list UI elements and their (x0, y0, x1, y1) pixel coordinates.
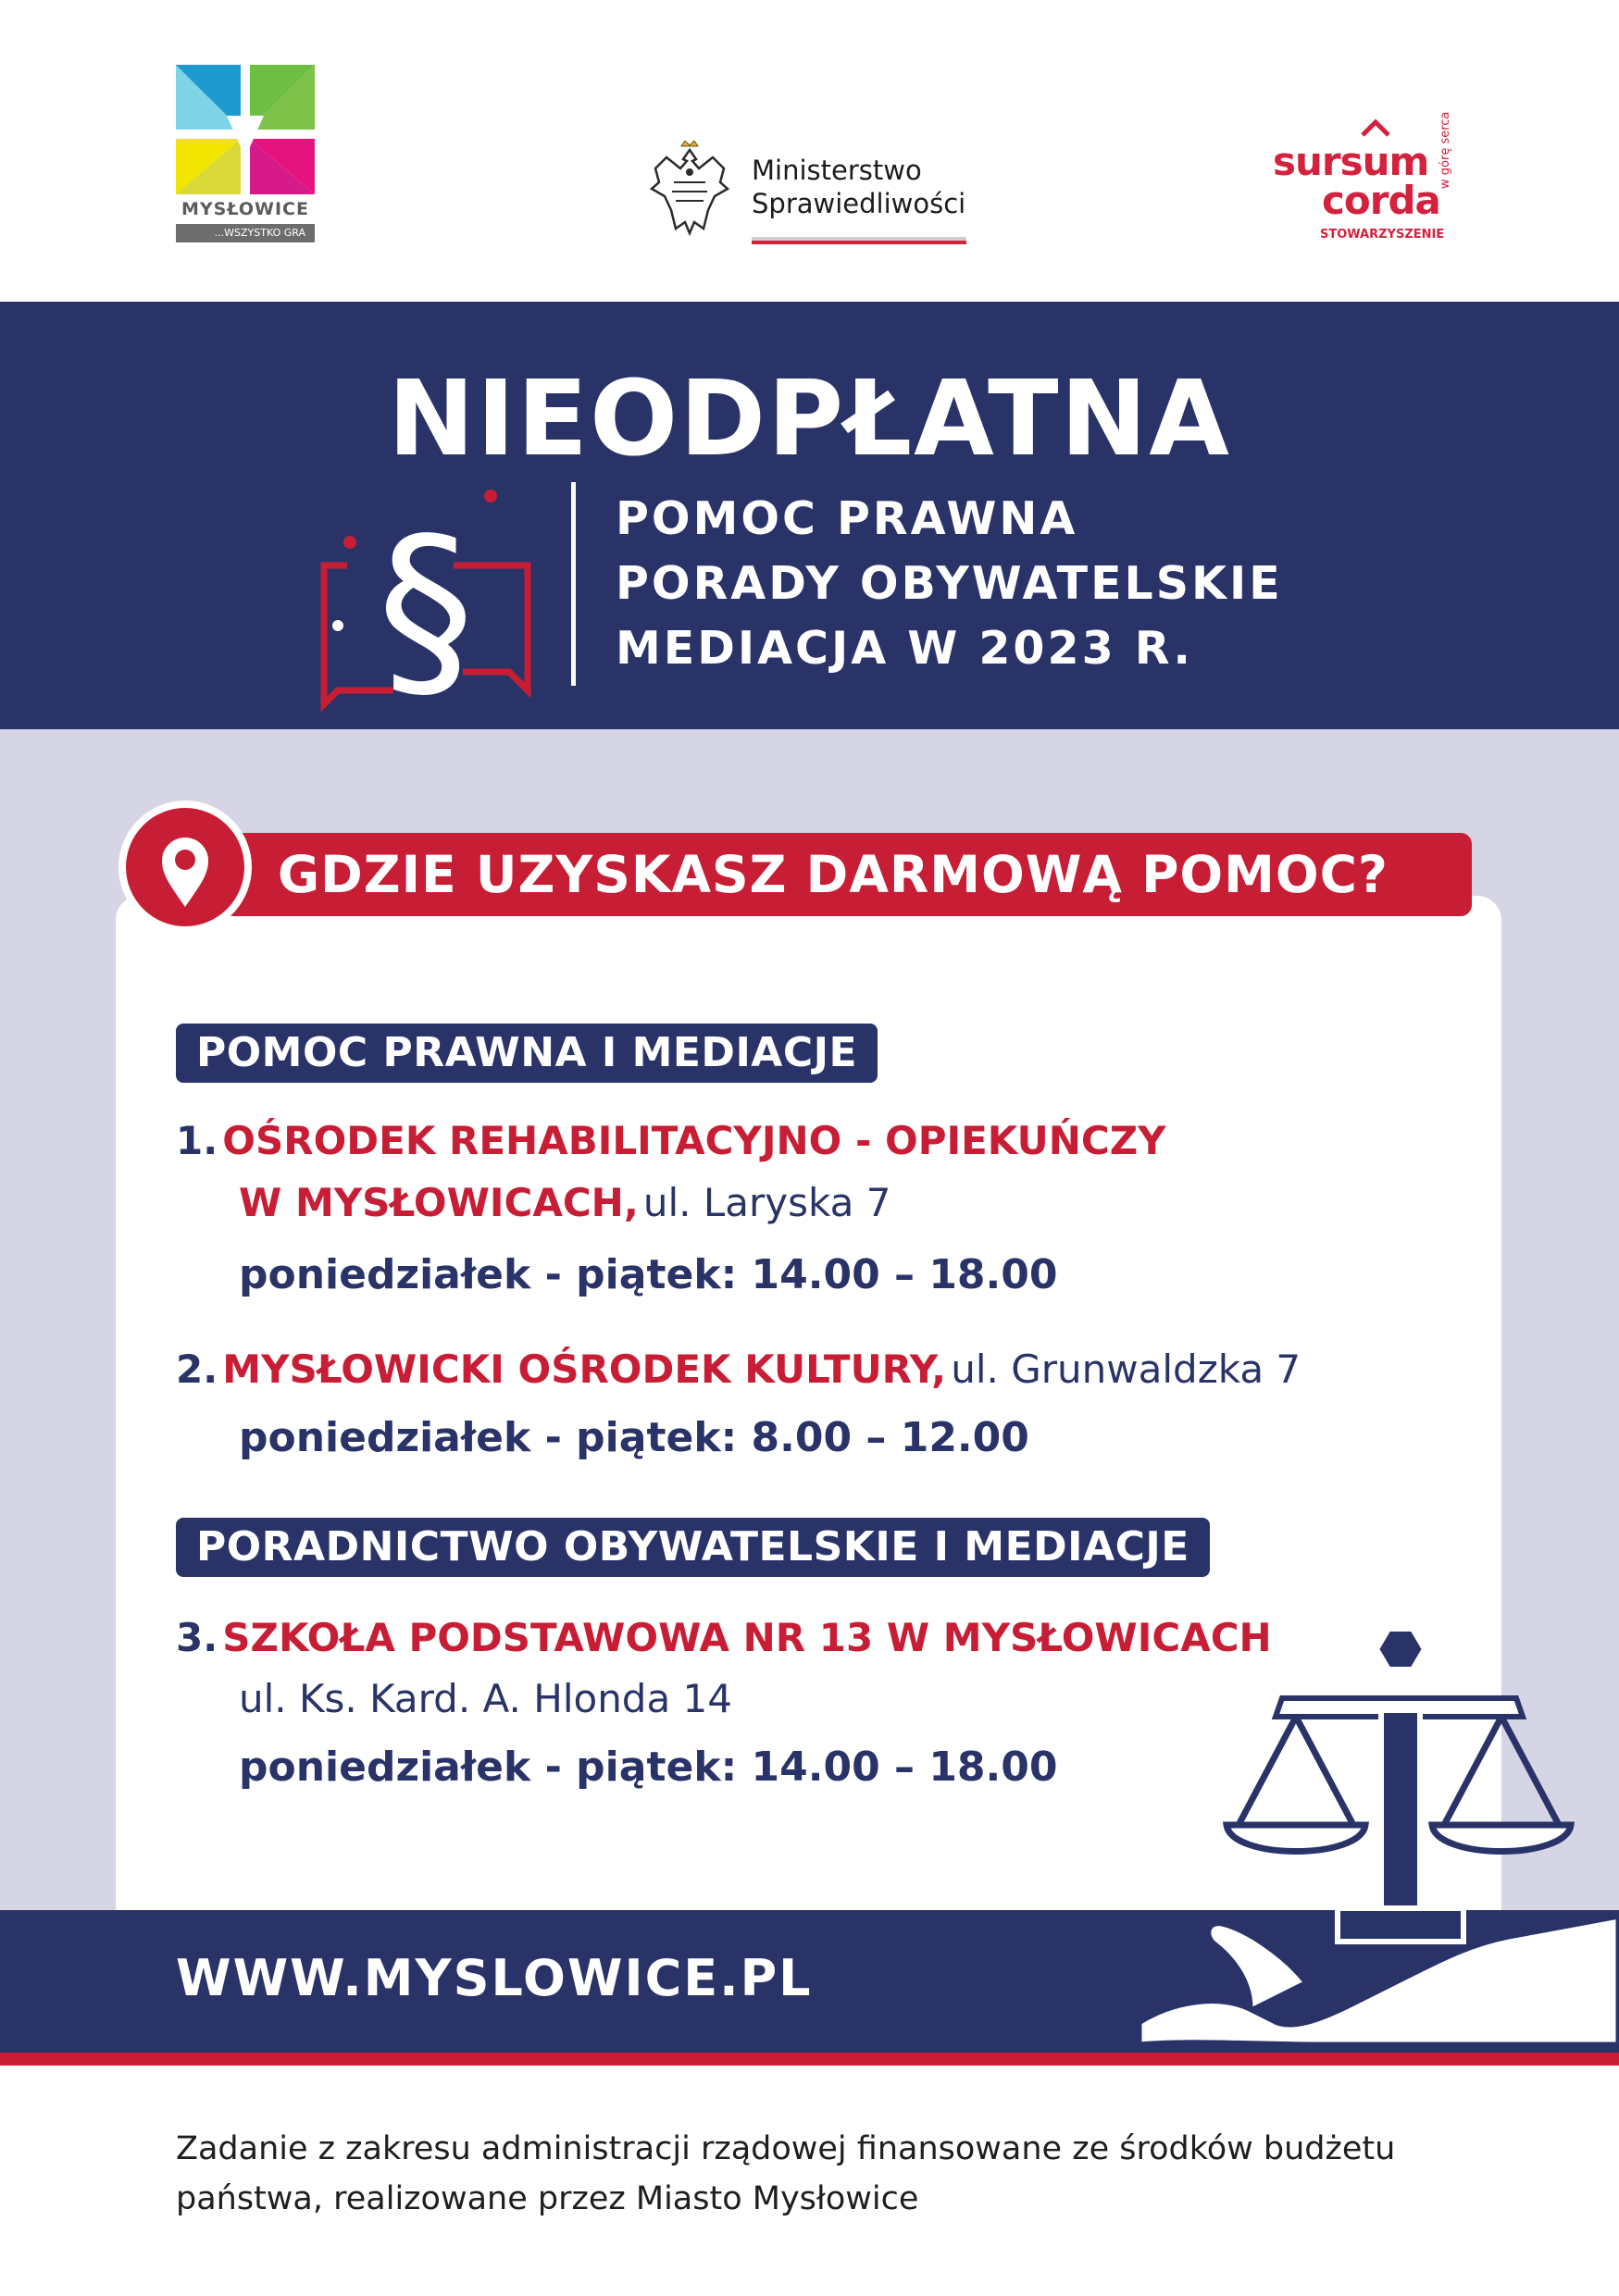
myslowice-logo-tagline: ...WSZYSTKO GRA (176, 224, 315, 242)
section-label-legal-aid: POMOC PRAWNA I MEDIACJE (176, 1024, 878, 1083)
website-url[interactable]: WWW.MYSLOWICE.PL (176, 1949, 813, 2007)
scales-in-hand-icon (1139, 1610, 1619, 2073)
ministry-logo-text (752, 154, 965, 220)
entry-place-line2: W MYSŁOWICACH, (239, 1180, 639, 1225)
hero-line-mediation: MEDIACJA W 2023 R. (616, 622, 1194, 675)
logos-header (0, 0, 1619, 302)
sursum-corda-logo-line2: corda (1322, 178, 1440, 223)
entry-address: ul. Laryska 7 (642, 1180, 891, 1225)
sursum-corda-logo-association: STOWARZYSZENIE (1320, 228, 1445, 242)
myslowice-logo-mark (176, 65, 315, 194)
entry-hours: poniedziałek - piątek: 14.00 – 18.00 (239, 1744, 1058, 1791)
location-pin-icon (116, 798, 255, 937)
ministry-of-justice-logo (648, 141, 981, 252)
hero-band (0, 302, 1619, 729)
hero-line-civic-advice: PORADY OBYWATELSKIE (616, 557, 1283, 610)
myslowice-logo (176, 65, 315, 245)
hero-line-legal-aid: POMOC PRAWNA (616, 492, 1078, 545)
myslowice-logo-name: MYSŁOWICE (181, 199, 309, 219)
ministry-logo-red-stripe (752, 241, 966, 244)
svg-text:§: § (377, 496, 475, 723)
ministry-logo-line1: Ministerstwo (752, 155, 922, 186)
list-item (176, 1610, 1272, 1674)
hero-subtitle-lines (616, 487, 1283, 681)
entry-place: OŚRODEK REHABILITACYJNO - OPIEKUŃCZY (222, 1118, 1166, 1163)
list-item (176, 1342, 1301, 1406)
paragraph-speech-bubbles-icon (315, 478, 537, 727)
list-item (176, 1113, 1166, 1177)
entry-hours: poniedziałek - piątek: 14.00 – 18.00 (239, 1251, 1058, 1298)
sursum-corda-logo-line1: sursum (1273, 139, 1429, 184)
hero-divider (571, 482, 576, 686)
entry-number: 1. (176, 1118, 218, 1163)
section-label-civic-advice: PORADNICTWO OBYWATELSKIE I MEDIACJE (176, 1518, 1210, 1577)
sursum-corda-logo-motto: w górę serca (1438, 111, 1452, 189)
sursum-corda-logo (1268, 111, 1481, 259)
list-item-continued (239, 1175, 890, 1239)
entry-place: MYSŁOWICKI OŚRODEK KULTURY, (222, 1347, 947, 1392)
entry-number: 2. (176, 1347, 218, 1392)
entry-address: ul. Ks. Kard. A. Hlonda 14 (239, 1676, 732, 1721)
hero-title: NIEODPŁATNA (388, 359, 1231, 479)
entry-hours: poniedziałek - piątek: 8.00 – 12.00 (239, 1414, 1029, 1461)
entry-number: 3. (176, 1615, 218, 1660)
funding-note: Zadanie z zakresu administracji rządowej finansowane ze środków budżetu państwa, realizowane przez Miasto Mysłowice (176, 2130, 1396, 2217)
list-item-continued (239, 1671, 732, 1735)
ministry-logo-line2: Sprawiedliwości (752, 188, 966, 219)
entry-address: ul. Grunwaldzka 7 (951, 1347, 1301, 1392)
polish-eagle-emblem-icon (648, 141, 731, 242)
entry-place: SZKOŁA PODSTAWOWA NR 13 W MYSŁOWICACH (222, 1615, 1272, 1660)
where-heading: GDZIE UZYSKASZ DARMOWĄ POMOC? (278, 845, 1389, 904)
sursum-corda-roof-icon (1357, 117, 1394, 139)
